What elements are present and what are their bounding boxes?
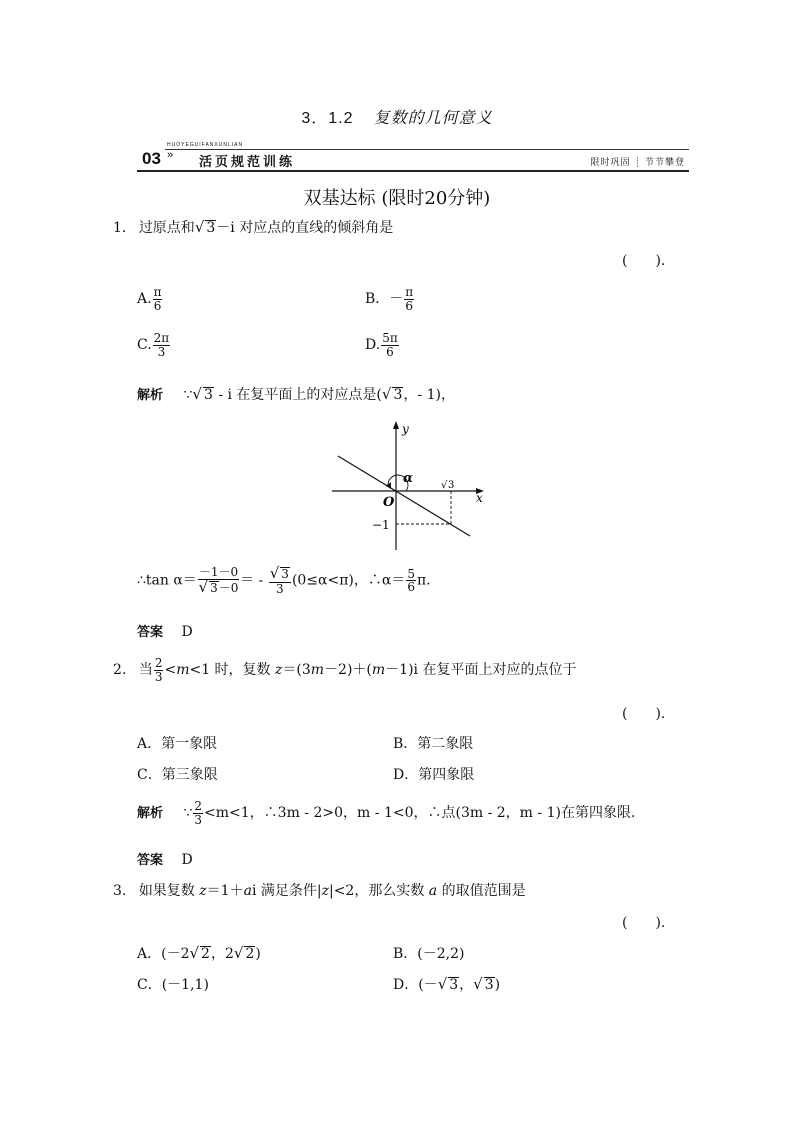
sqrt-icon: √ — [381, 385, 392, 403]
q1-answer-label: 答案 — [137, 625, 164, 640]
q3-text-b: ＝1＋ — [206, 883, 244, 899]
q3-option-a-radicand-2: 2 — [245, 946, 255, 962]
q2-text-f: －1)i 在复平面上对应的点位于 — [385, 662, 577, 679]
q1-coordinate-graph — [328, 418, 488, 553]
q1-option-c-label: C. — [137, 337, 152, 354]
q3-text-e: 的取值范围是 — [437, 883, 526, 899]
graph-x-label: x — [476, 491, 483, 505]
banner-bottom-rule — [137, 170, 689, 172]
q1-option-c-fraction — [153, 332, 171, 358]
graph-sqrt-icon: √ — [441, 480, 448, 491]
q3-option-a-radicand: 2 — [201, 946, 210, 962]
q1-sol-radicand-2: 3 — [393, 387, 403, 403]
q1-calc-den-radicand: 3 — [210, 580, 218, 595]
section-title: 双基达标 (限时20分钟) — [303, 188, 491, 209]
q1-option-d-label: D. — [365, 337, 381, 354]
q2-option-a: A．第一象限 — [137, 736, 218, 752]
q2-sol-b: <m<1，∴3m - 2>0，m - 1<0，∴点(3m - 2，m - 1)在第四象限． — [204, 805, 645, 822]
q1-calc-den-rest: －0 — [218, 580, 239, 595]
graph-minus-one-label: −1 — [372, 518, 390, 532]
q1-sol-b: - i 在复平面上的对应点是( — [213, 387, 382, 403]
banner-top-rule — [165, 149, 689, 150]
frac-den — [198, 577, 239, 596]
q1-option-c — [137, 332, 171, 358]
title-section-number: 3．1.2 — [301, 110, 354, 127]
q3-option-b: B．(－2,2) — [393, 946, 465, 962]
sqrt-icon: √ — [192, 385, 202, 403]
title-name: 复数的几何意义 — [373, 108, 493, 127]
q2-option-c: C．第三象限 — [137, 767, 218, 783]
q2-text-d: ＝(3 — [282, 662, 311, 679]
q3-stem — [113, 880, 526, 900]
q2-var-z: z — [275, 662, 283, 679]
sqrt-icon: √ — [233, 944, 244, 962]
q1-sol-c: ，- 1)， — [403, 387, 455, 403]
frac-num: 2 — [154, 656, 163, 670]
frac-den: 3 — [276, 581, 284, 596]
q1-text-a: 过原点和 — [138, 220, 195, 236]
q3-var-z: z — [321, 883, 329, 899]
q2-number: 2. — [113, 662, 127, 679]
q2-option-d: D．第四象限 — [393, 767, 475, 783]
q3-text-c: i 满足条件| — [251, 883, 322, 899]
q2-answer-label: 答案 — [137, 853, 164, 868]
q1-number: 1. — [113, 220, 127, 236]
graph-y-label: y — [402, 422, 409, 436]
sqrt-icon: √ — [269, 564, 280, 582]
graph-alpha-label: α — [403, 471, 414, 486]
frac-num: π — [405, 285, 414, 299]
q1-option-b — [365, 286, 415, 312]
q3-option-d-radicand-2: 3 — [484, 977, 494, 993]
q3-answer-paren: ( ). — [622, 915, 666, 931]
q2-sol-a: ∵ — [183, 805, 193, 822]
banner-name: 活页规范训练 — [199, 155, 296, 170]
q1-option-a-fraction — [153, 286, 163, 312]
banner-chevron-icon: » — [167, 149, 174, 161]
q3-option-d — [393, 974, 500, 994]
q2-var-m: m — [310, 662, 325, 679]
q2-answer-paren: ( ). — [622, 706, 666, 722]
frac-num: 5π — [382, 331, 398, 345]
q2-text-e: －2)＋( — [324, 662, 372, 679]
q1-text-b: －i 对应点的直线的倾斜角是 — [216, 220, 394, 236]
banner-pinyin: HUOYEGUIFANXUNLIAN — [167, 142, 244, 148]
frac-num: 2π — [153, 331, 170, 345]
q1-answer-value: D — [181, 624, 193, 640]
q3-option-d-text-c: ) — [494, 977, 501, 993]
q3-option-d-text-b: ， — [459, 977, 474, 993]
q3-var-z: z — [199, 883, 207, 899]
q1-calc-d: π. — [416, 572, 431, 589]
page-title — [0, 105, 794, 128]
frac-den: 6 — [407, 580, 415, 595]
graph-sqrt-radicand: 3 — [448, 480, 455, 491]
frac-num: π — [153, 285, 162, 299]
q2-text-c: <1 时，复数 — [189, 662, 276, 679]
q1-calc-a: ∴tan α＝ — [137, 572, 197, 589]
banner-right-label — [591, 155, 685, 168]
q2-fraction — [154, 657, 164, 683]
q3-option-a-text-b: ，2 — [210, 946, 234, 962]
q2-text-b: < — [164, 662, 177, 679]
q3-text-a: 如果复数 — [138, 883, 200, 899]
banner-number: 03 — [142, 149, 161, 168]
sqrt-icon: √ — [194, 218, 205, 236]
banner-right-a: 限时巩固 — [590, 158, 631, 168]
frac-num: 5 — [407, 566, 415, 581]
q3-number: 3. — [113, 883, 127, 899]
q1-calculation — [137, 566, 431, 595]
sqrt-icon: √ — [473, 975, 483, 993]
q3-var-a: a — [428, 883, 438, 899]
q1-calc-fraction-3 — [406, 568, 416, 594]
q1-answer — [137, 621, 193, 640]
frac-den: 6 — [153, 298, 162, 313]
banner-right-sep: ┊ — [634, 158, 641, 168]
q2-text-a: 当 — [138, 662, 153, 679]
q3-var-a: a — [243, 883, 252, 899]
q2-var-m: m — [176, 662, 190, 679]
sqrt-icon: √ — [198, 577, 209, 596]
q1-sol-a: ∵ — [183, 387, 193, 403]
q1-option-a-label: A. — [137, 291, 152, 308]
frac-den: 6 — [405, 298, 414, 313]
banner-right-b: 节节攀登 — [644, 158, 685, 168]
q3-option-a-text: A．(－2 — [137, 946, 190, 962]
q3-option-a-text-c: ) — [255, 946, 261, 962]
frac-den: 3 — [154, 669, 163, 684]
q1-option-d — [365, 332, 400, 358]
frac-num: 2 — [194, 799, 203, 813]
q2-answer — [137, 849, 193, 868]
q1-radicand: 3 — [206, 220, 216, 236]
q3-option-c: C．(－1,1) — [137, 977, 209, 993]
q1-option-b-label: B．－ — [365, 291, 404, 308]
q1-option-b-fraction — [404, 286, 414, 312]
frac-den: 3 — [194, 812, 203, 827]
q1-calc-b: ＝ - — [240, 572, 268, 589]
q2-var-m: m — [371, 662, 386, 679]
frac-num: －1－0 — [198, 565, 239, 579]
frac-den: 3 — [157, 344, 166, 359]
q1-solution — [137, 384, 455, 404]
graph-origin-label: O — [383, 495, 395, 510]
sqrt-icon: √ — [189, 944, 200, 962]
q1-sol-radicand: 3 — [203, 387, 213, 403]
q3-option-a — [137, 943, 261, 963]
q1-option-a — [137, 286, 163, 312]
q2-answer-value: D — [181, 852, 193, 868]
q1-stem — [113, 217, 393, 237]
q3-text-d: |<2，那么实数 — [328, 883, 429, 899]
q1-calc-f2-radicand: 3 — [281, 567, 289, 581]
sqrt-icon: √ — [437, 975, 448, 993]
q2-stem — [113, 657, 576, 683]
training-banner — [137, 142, 689, 174]
q2-option-b: B．第二象限 — [393, 736, 474, 752]
q1-calc-fraction-1 — [198, 566, 239, 595]
y-axis-arrow-icon — [393, 421, 399, 429]
q1-option-d-fraction — [381, 332, 399, 358]
q1-solution-label: 解析 — [137, 388, 164, 403]
frac-num — [269, 566, 291, 583]
frac-den: 6 — [386, 344, 394, 359]
q1-answer-paren: ( ). — [622, 253, 666, 269]
q1-calc-fraction-2 — [269, 566, 291, 595]
q3-option-d-text: D．(－ — [393, 977, 438, 993]
q1-calc-c: (0≤α<π)，∴α＝ — [291, 572, 406, 589]
q2-solution — [137, 800, 645, 826]
q3-option-d-radicand: 3 — [449, 977, 459, 993]
q2-sol-fraction — [193, 800, 203, 826]
q2-solution-label: 解析 — [137, 806, 164, 822]
